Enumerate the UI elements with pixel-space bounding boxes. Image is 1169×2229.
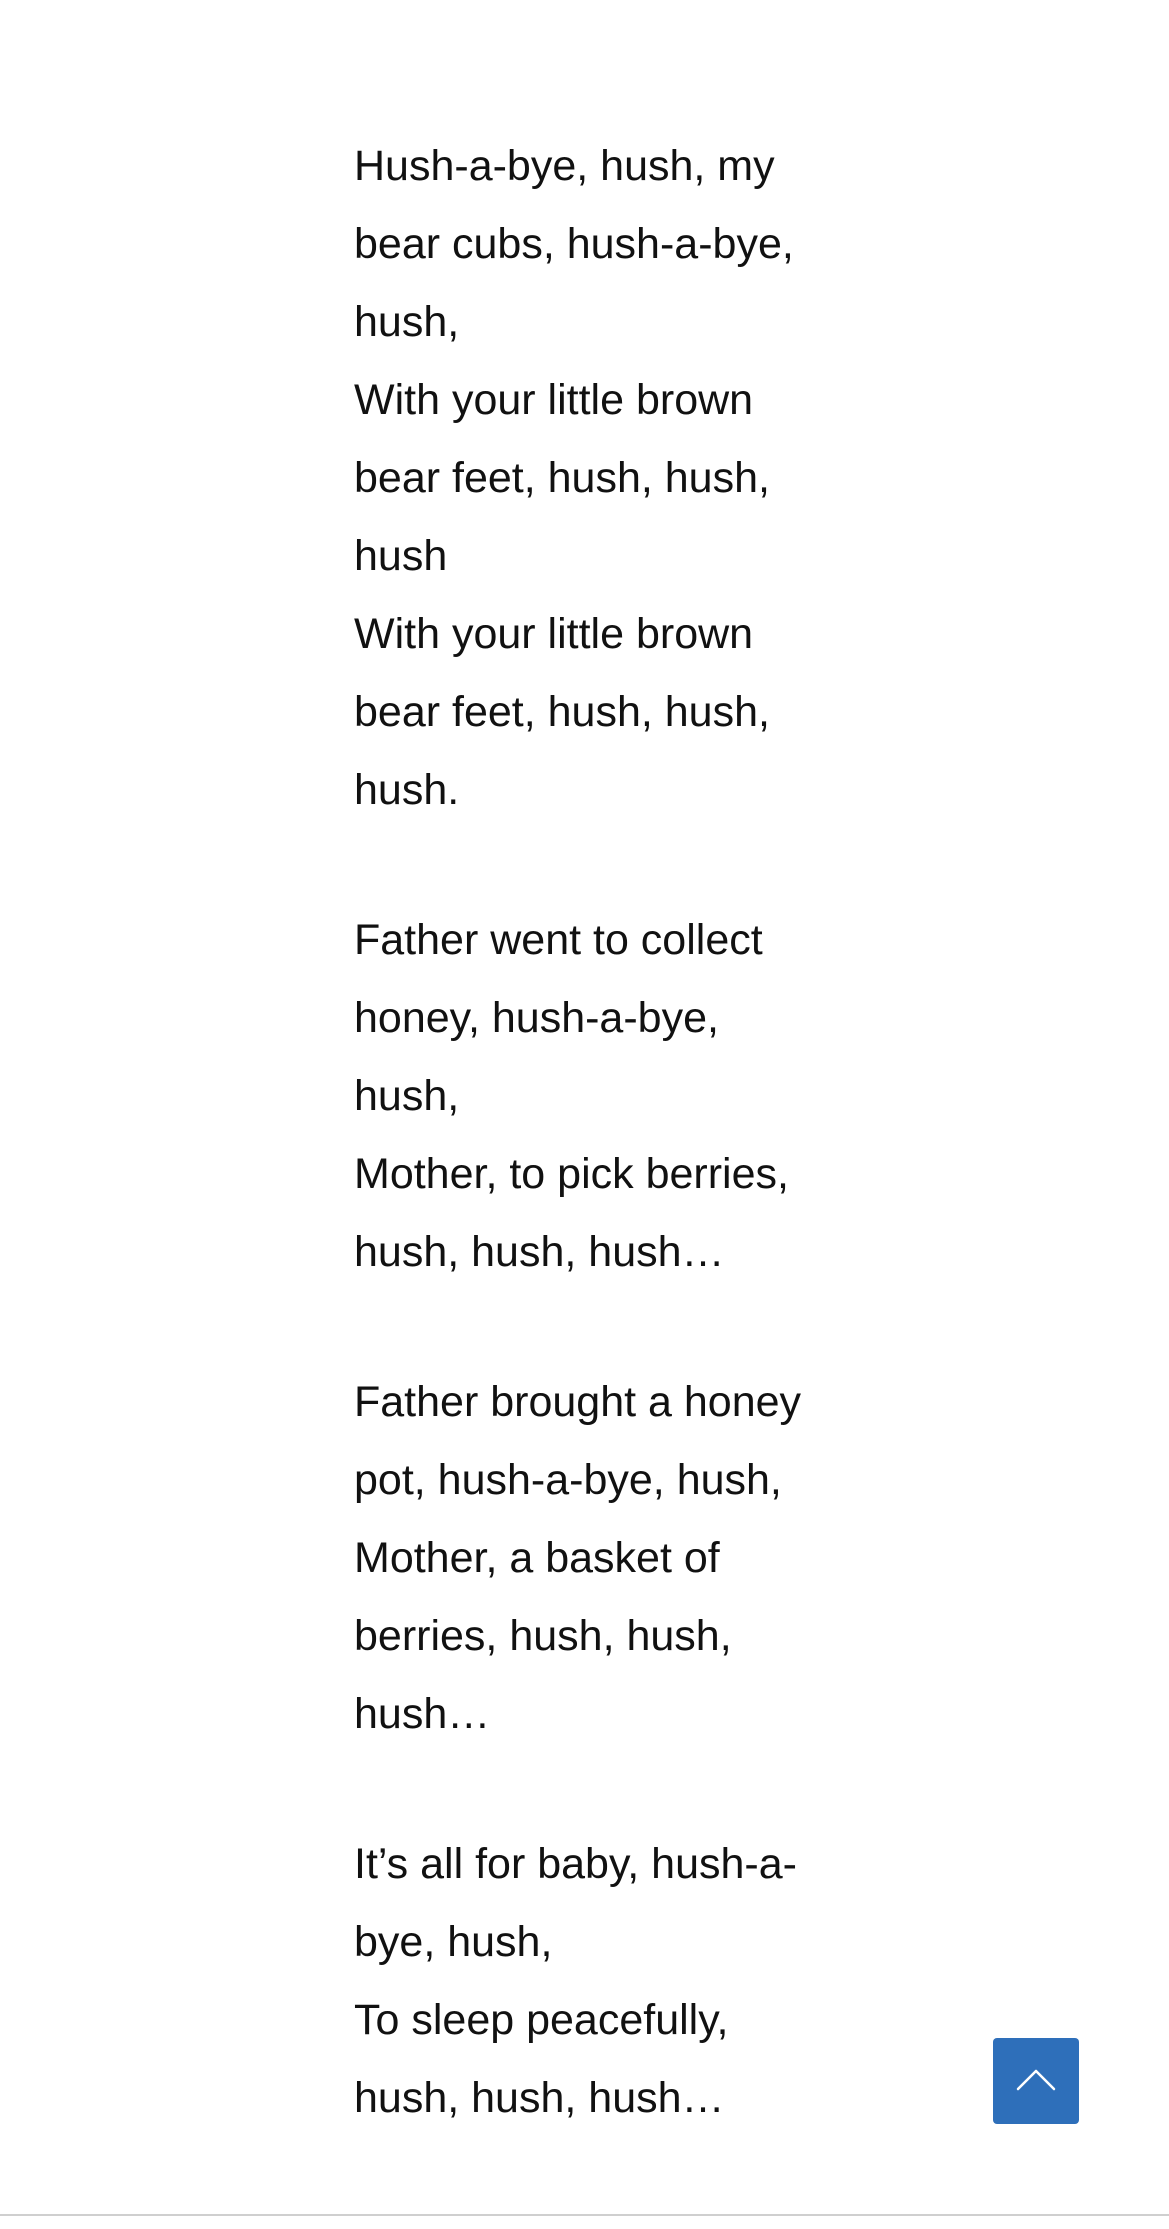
back-to-top-button[interactable] [993, 2038, 1079, 2124]
lyric-line: With your little brown bear feet, hush, hush, hush. [354, 610, 770, 814]
lyric-line: Mother, a basket of berries, hush, hush, hush… [354, 1534, 732, 1738]
lyric-line: Father went to collect honey, hush-a-bye, hush, [354, 916, 763, 1120]
chevron-up-icon [1016, 2067, 1056, 2096]
lyric-line: Mother, to pick berries, hush, hush, hush… [354, 1150, 789, 1276]
divider [0, 2214, 1169, 2216]
stanza-4 [354, 1825, 824, 2137]
lyric-line: With your little brown bear feet, hush, hush, hush [354, 376, 770, 580]
lyric-line: Father brought a honey pot, hush-a-bye, hush, [354, 1378, 802, 1504]
stanza-1 [354, 127, 824, 829]
lyric-line: It’s all for baby, hush-a-bye, hush, [354, 1840, 797, 1966]
lyric-line: Hush-a-bye, hush, my bear cubs, hush-a-bye, hush, [354, 142, 794, 346]
lyric-line: To sleep peacefully, hush, hush, hush… [354, 1996, 729, 2122]
song-lyrics [354, 127, 824, 2209]
stanza-3 [354, 1363, 824, 1753]
stanza-2 [354, 901, 824, 1291]
